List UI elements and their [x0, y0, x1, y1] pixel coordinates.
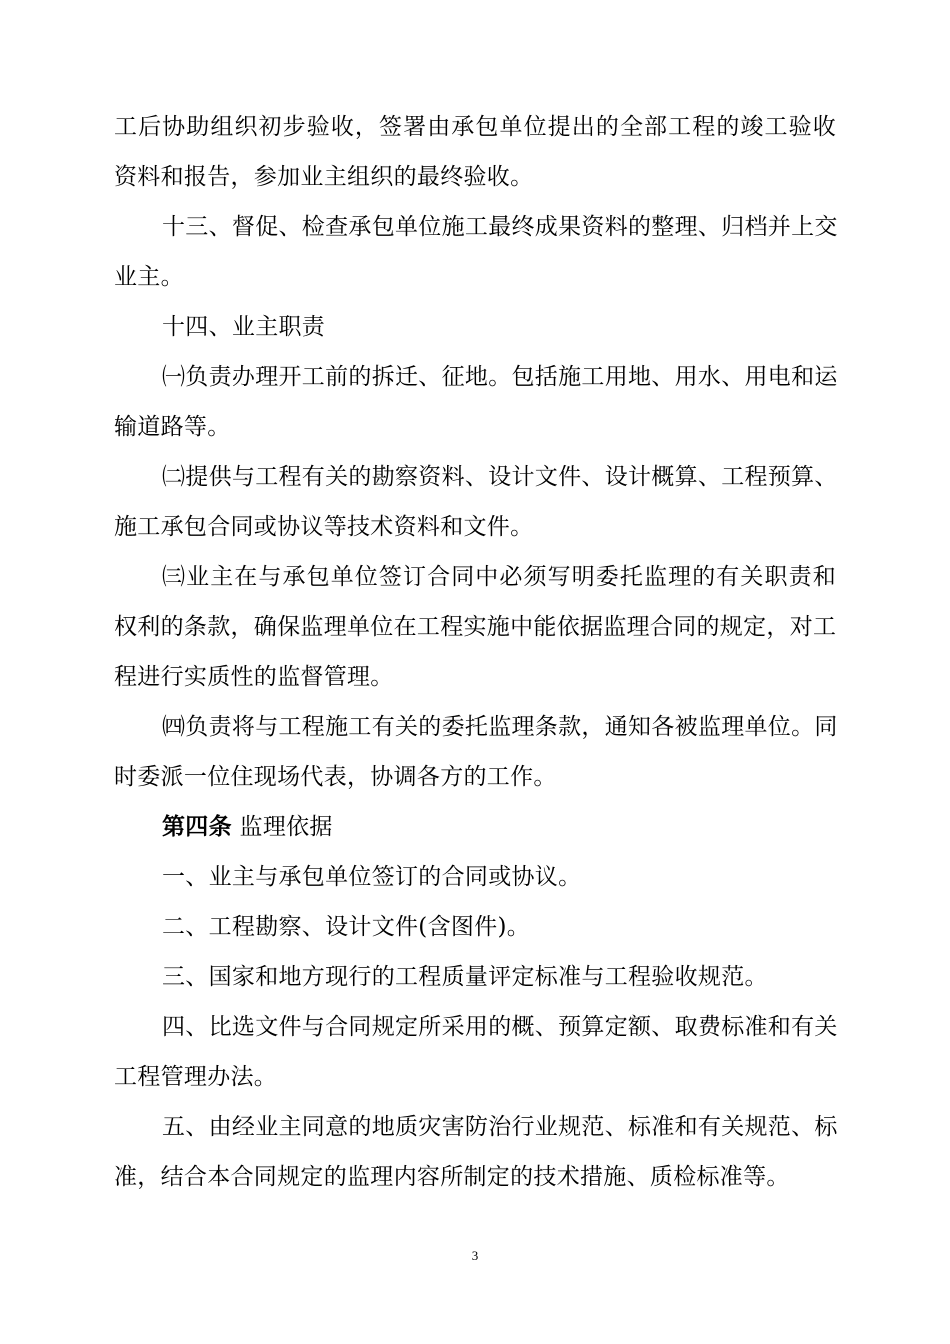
paragraph-line: 十四、业主职责: [162, 314, 326, 340]
paragraph-line: 准，结合本合同规定的监理内容所制定的技术措施、质检标准等。: [114, 1164, 790, 1190]
article-title: 监理依据: [239, 814, 333, 840]
paragraph-line: ㈣负责将与工程施工有关的委托监理条款，通知各被监理单位。同: [162, 714, 838, 740]
paragraph-line: 四、比选文件与合同规定所采用的概、预算定额、取费标准和有关: [162, 1014, 838, 1040]
paragraph-line: 一、业主与承包单位签订的合同或协议。: [162, 864, 582, 890]
paragraph-line: ㈢业主在与承包单位签订合同中必须写明委托监理的有关职责和: [162, 564, 836, 590]
paragraph-line: 施工承包合同或协议等技术资料和文件。: [114, 514, 534, 540]
paragraph-line: 十三、督促、检查承包单位施工最终成果资料的整理、归档并上交: [162, 214, 838, 240]
paragraph-line: 资料和报告，参加业主组织的最终验收。: [114, 164, 534, 190]
paragraph-line: 五、由经业主同意的地质灾害防治行业规范、标准和有关规范、标: [162, 1114, 838, 1140]
article-number: 第四条: [162, 813, 232, 840]
paragraph-line: 三、国家和地方现行的工程质量评定标准与工程验收规范。: [162, 964, 768, 990]
paragraph-line: 工后协助组织初步验收，签署由承包单位提出的全部工程的竣工验收: [114, 114, 836, 140]
paragraph-line: 业主。: [114, 264, 184, 290]
paragraph-line: 二、工程勘察、设计文件(含图件)。: [162, 914, 531, 940]
paragraph-line: 时委派一位住现场代表，协调各方的工作。: [114, 764, 557, 790]
page-number: 3: [471, 1248, 479, 1263]
section-heading: [162, 812, 333, 842]
paragraph-line: ㈠负责办理开工前的拆迁、征地。包括施工用地、用水、用电和运: [162, 364, 838, 390]
paragraph-line: 输道路等。: [114, 414, 231, 440]
paragraph-line: 程进行实质性的监督管理。: [114, 664, 394, 690]
paragraph-line: 权利的条款，确保监理单位在工程实施中能依据监理合同的规定，对工: [114, 614, 837, 640]
paragraph-line: ㈡提供与工程有关的勘察资料、设计文件、设计概算、工程预算、: [162, 464, 838, 490]
paragraph-line: 工程管理办法。: [114, 1064, 278, 1090]
